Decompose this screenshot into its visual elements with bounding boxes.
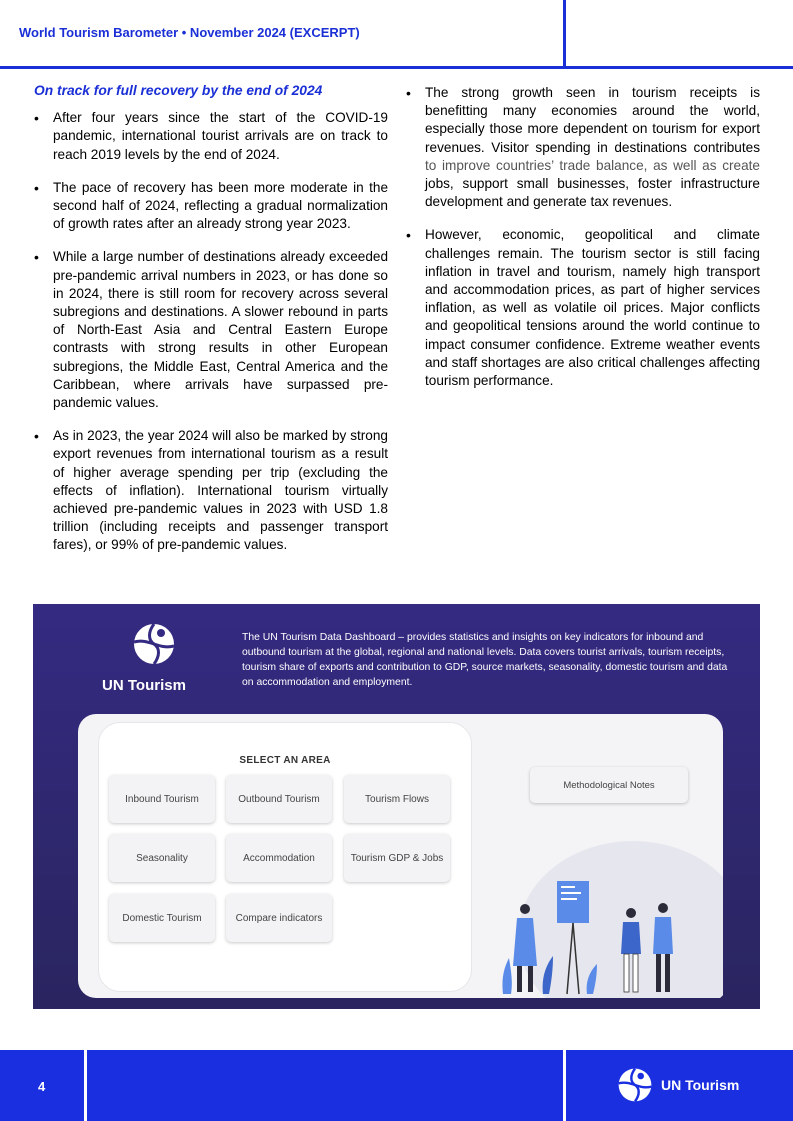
dashboard-panel	[78, 714, 723, 998]
select-area-label: SELECT AN AREA	[239, 755, 331, 766]
logo-wordmark: UN Tourism	[102, 677, 186, 694]
tile-accommodation[interactable]: Accommodation	[226, 834, 332, 882]
methodological-notes-button[interactable]: Methodological Notes	[530, 767, 688, 803]
footer-logo-wordmark: UN Tourism	[661, 1077, 740, 1093]
bullet-item: • However, economic, geopolitical and climate challenges remain. The tourism sector is still facing inflation in travel and tourism, namely high transport and accommodation prices, as part of higher services inflation, as well as volatile oil prices. Major conflicts and geopolitical tensions around the world continue to impact consumer confidence. Extreme weather events and staff shortages are also critical challenges affecting tourism performance.	[406, 226, 760, 390]
un-tourism-logo	[102, 622, 199, 694]
header-rule	[0, 66, 793, 69]
people-presentation-illustration	[483, 826, 723, 998]
dashboard-banner[interactable]	[33, 604, 760, 1009]
bullet-item	[406, 84, 760, 211]
bullet-text: jobs, support small businesses, foster infrastructure development and generate tax revenues.	[425, 176, 760, 210]
bullet-item: • After four years since the start of the COVID-19 pandemic, international tourist arrivals are on track to reach 2019 levels by the end of 2024.	[34, 109, 388, 164]
bullet-item: • The pace of recovery has been more moderate in the second half of 2024, reflecting a gradual normalization of growth rates after an already strong year 2023.	[34, 179, 388, 234]
footer-logo	[617, 1067, 739, 1103]
header-divider	[563, 0, 566, 68]
section-heading: On track for full recovery by the end of 2024	[34, 83, 323, 98]
page-footer	[0, 1050, 793, 1121]
tile-seasonality[interactable]: Seasonality	[109, 834, 215, 882]
un-tourism-emblem-icon	[132, 622, 176, 666]
un-tourism-emblem-icon	[617, 1067, 653, 1103]
page-header	[0, 0, 793, 68]
bullet-text-highlight: to improve countries’ trade balance, as well as create	[425, 157, 760, 173]
bullet-item: • As in 2023, the year 2024 will also be marked by strong export revenues from international tourism as a result of higher average spending per trip (excluding the effects of inflation). International tourism virtually achieved pre-pandemic values in 2023 with USD 1.8 trillion (including receipts and passenger transport fares), or 99% of pre-pandemic values.	[34, 427, 388, 554]
tile-compare-indicators[interactable]: Compare indicators	[226, 894, 332, 942]
footer-divider	[563, 1050, 566, 1121]
dashboard-description: The UN Tourism Data Dashboard – provides statistics and insights on key indicators for inbound and outbound tourism at the global, regional and national levels. Data covers tourist arrivals, tourism receipts, tourism share of exports and contribution to GDP, source markets, seasonality, domestic tourism and data on accommodation and employment.	[242, 632, 728, 688]
header-title: World Tourism Barometer • November 2024 (EXCERPT)	[19, 25, 360, 40]
right-bullet-list	[406, 84, 760, 390]
tile-domestic-tourism[interactable]: Domestic Tourism	[109, 894, 215, 942]
tile-outbound-tourism[interactable]: Outbound Tourism	[226, 775, 332, 823]
right-column	[406, 84, 760, 405]
tile-inbound-tourism[interactable]: Inbound Tourism	[109, 775, 215, 823]
bullet-item: • While a large number of destinations already exceeded pre-pandemic arrival numbers in 2023, or has done so in 2024, there is still room for recovery across several subregions and destinations. A slower rebound in parts of North-East Asia and Central Eastern Europe contrasts with strong results in other European subregions, the Middle East, Central America and the Caribbean, where arrivals have surpassed pre-pandemic values.	[34, 248, 388, 412]
left-bullet-list	[34, 109, 388, 554]
area-selector	[98, 722, 472, 992]
page-number: 4	[38, 1079, 46, 1094]
tile-tourism-flows[interactable]: Tourism Flows	[344, 775, 450, 823]
tile-tourism-gdp-jobs[interactable]: Tourism GDP & Jobs	[344, 834, 450, 882]
left-column	[34, 82, 388, 570]
footer-divider	[84, 1050, 87, 1121]
bullet-text: The strong growth seen in tourism receipts is benefitting many economies around the world, especially those more dependent on tourism for export revenues. Visitor spending in destinations contributes	[425, 85, 760, 155]
